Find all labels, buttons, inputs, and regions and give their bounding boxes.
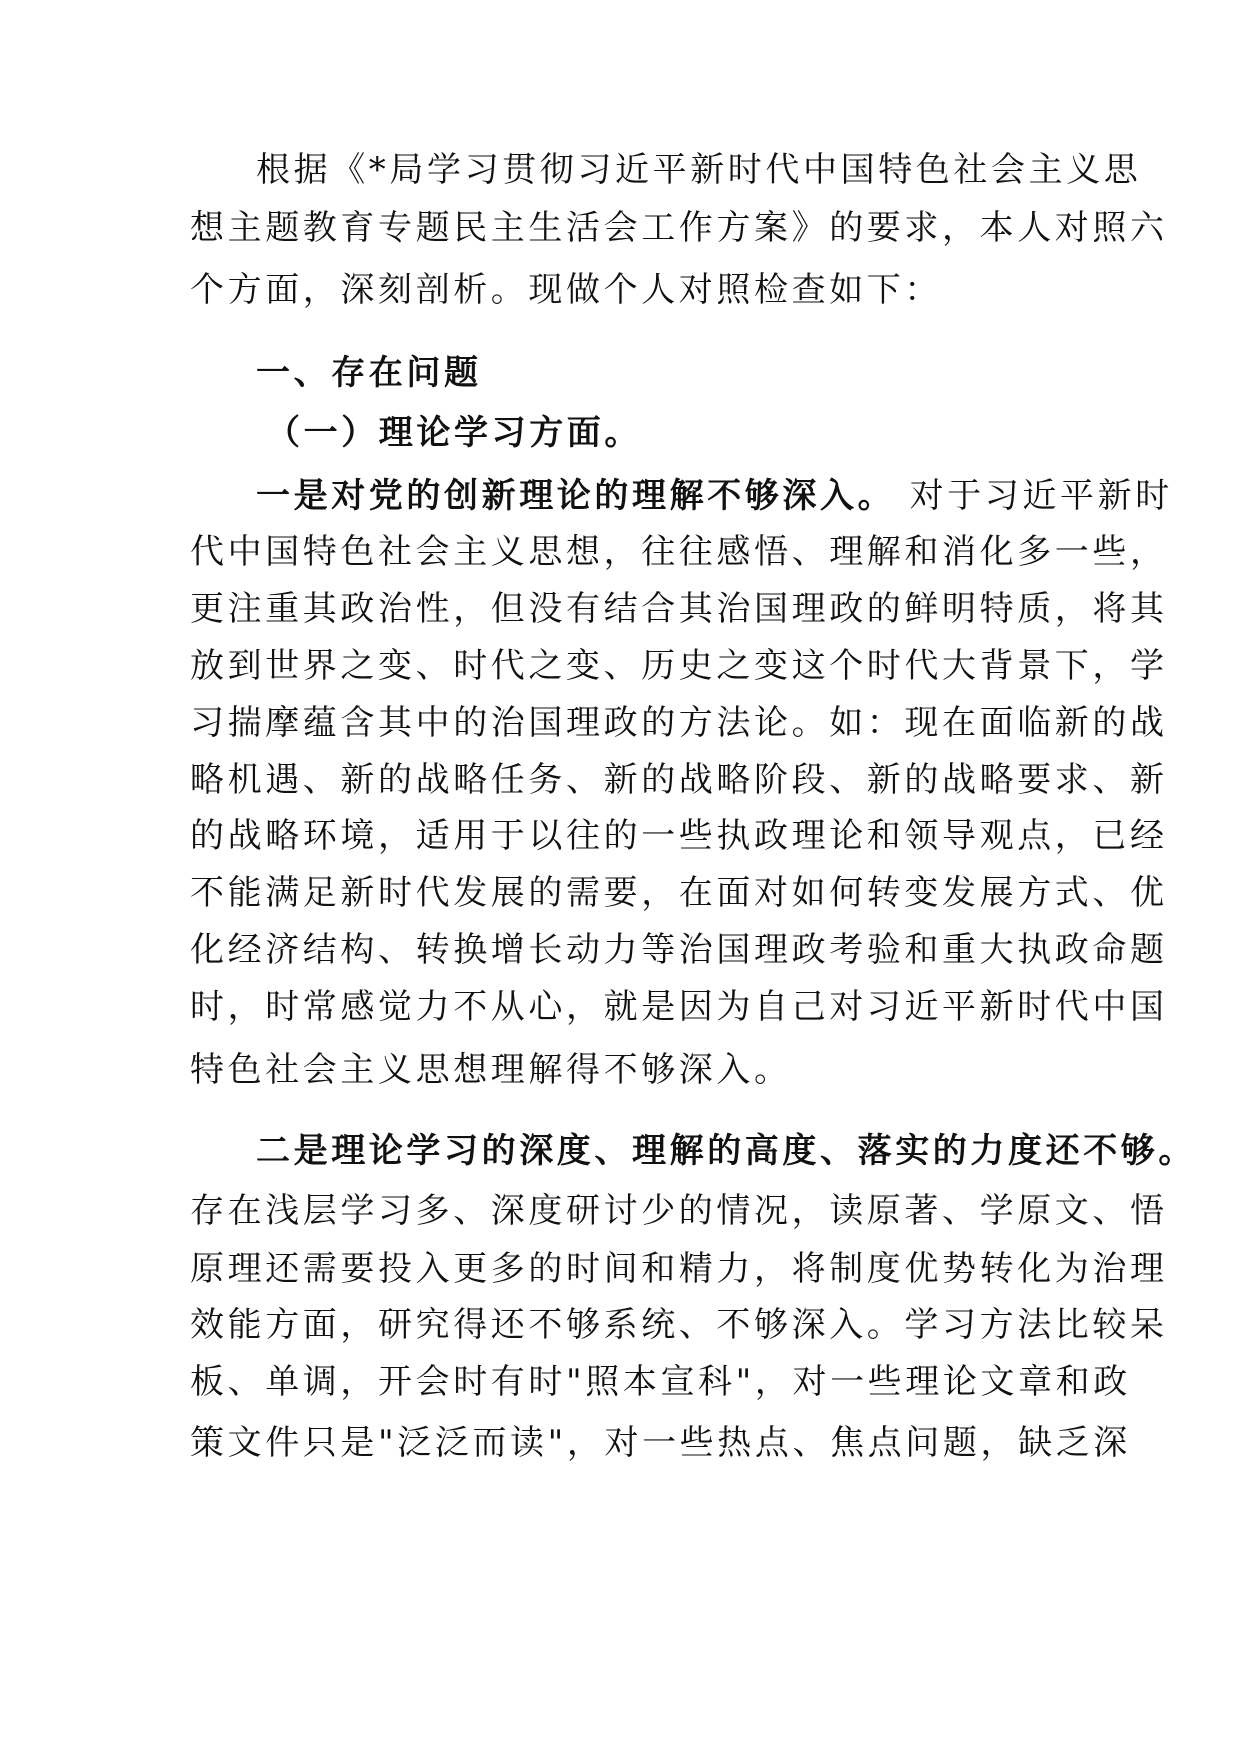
point2-line-6: 策文件只是"泛泛而读"，对一些热点、焦点问题，缺乏深 — [190, 1423, 1131, 1463]
point1-line-6: 略机遇、新的战略任务、新的战略阶段、新的战略要求、新 — [190, 760, 1168, 800]
subsection-heading: （一）理论学习方面。 — [266, 413, 642, 453]
intro-line-3: 个方面，深刻剖析。现做个人对照检查如下： — [190, 270, 942, 310]
point2-line-2: 存在浅层学习多、深度研讨少的情况，读原著、学原文、悟 — [190, 1191, 1168, 1231]
point1-line-7: 的战略环境，适用于以往的一些执政理论和领导观点，已经 — [190, 816, 1168, 856]
intro-line-1: 根据《*局学习贯彻习近平新时代中国特色社会主义思 — [256, 150, 1142, 190]
point1-lead: 一是对党的创新理论的理解不够深入。 — [256, 476, 896, 516]
point1-line-9: 化经济结构、转换增长动力等治国理政考验和重大执政命题 — [190, 930, 1168, 970]
point1-line-3: 更注重其政治性，但没有结合其治国理政的鲜明特质，将其 — [190, 589, 1168, 629]
point2-line-5: 板、单调，开会时有时"照本宣科"，对一些理论文章和政 — [190, 1362, 1131, 1402]
point1-line-5: 习揣摩蕴含其中的治国理政的方法论。如：现在面临新的战 — [190, 703, 1168, 743]
section-heading: 一、存在问题 — [256, 353, 482, 393]
point1-first-line — [256, 476, 1173, 516]
point1-line-10: 时，时常感觉力不从心，就是因为自己对习近平新时代中国 — [190, 987, 1168, 1027]
point2-lead: 二是理论学习的深度、理解的高度、落实的力度还不够。 — [256, 1131, 1196, 1171]
point1-line-4: 放到世界之变、时代之变、历史之变这个时代大背景下，学 — [190, 646, 1168, 686]
point1-line-11: 特色社会主义思想理解得不够深入。 — [190, 1050, 792, 1090]
point1-first-line-rest: 对于习近平新时 — [895, 476, 1173, 516]
point2-line-4: 效能方面，研究得还不够系统、不够深入。学习方法比较呆 — [190, 1305, 1168, 1345]
intro-line-2: 想主题教育专题民主生活会工作方案》的要求，本人对照六 — [190, 208, 1168, 248]
point2-line-3: 原理还需要投入更多的时间和精力，将制度优势转化为治理 — [190, 1249, 1168, 1289]
point1-line-2: 代中国特色社会主义思想，往往感悟、理解和消化多一些， — [190, 532, 1168, 572]
point1-line-8: 不能满足新时代发展的需要，在面对如何转变发展方式、优 — [190, 873, 1168, 913]
